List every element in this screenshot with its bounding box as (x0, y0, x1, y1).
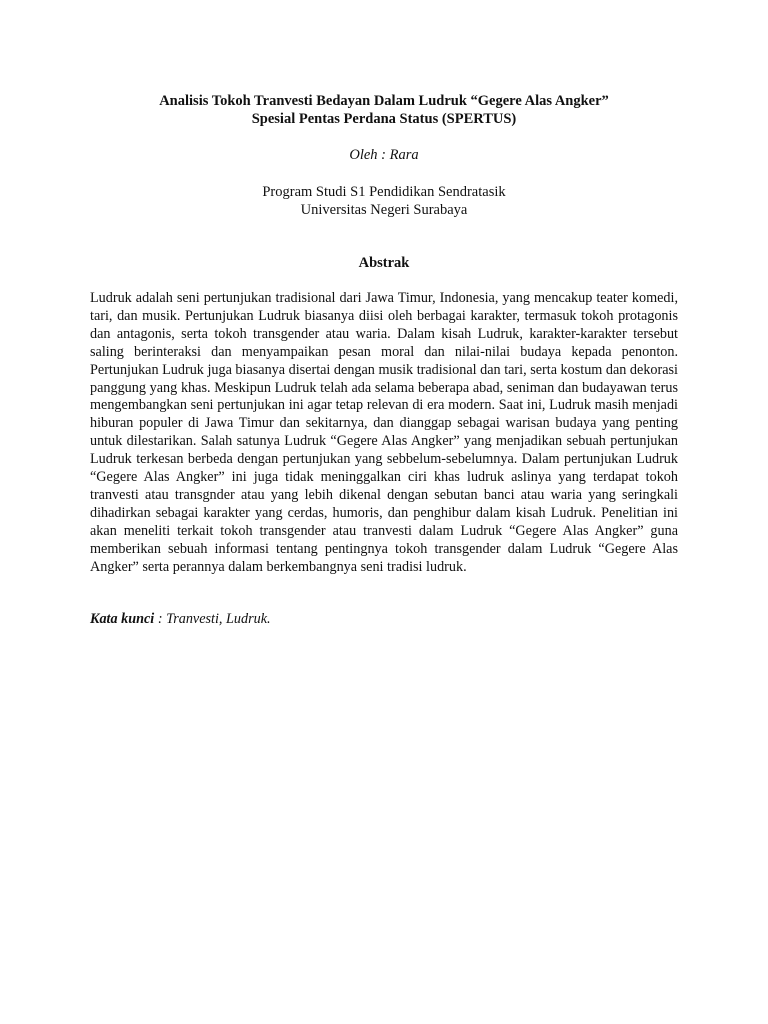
keywords-line (90, 610, 678, 628)
keywords-value: Tranvesti, Ludruk. (166, 611, 271, 627)
abstract-paragraph: Ludruk adalah seni pertunjukan tradisional dari Jawa Timur, Indonesia, yang mencakup teater komedi, tari, dan musik. Pertunjukan Ludruk biasanya diisi oleh berbagai karakter, termasuk tokoh protagonis dan antagonis, serta tokoh transgender atau waria. Dalam kisah Ludruk, karakter-karakter tersebut saling berinteraksi dan menyampaikan pesan moral dan nilai-nilai budaya kepada penonton. Pertunjukan Ludruk juga biasanya disertai dengan musik tradisional dan tari, serta kostum dan dekorasi panggung yang khas. Meskipun Ludruk telah ada selama beberapa abad, seniman dan budayawan terus mengembangkan seni pertunjukan ini agar tetap relevan di era modern. Saat ini, Ludruk masih menjadi hiburan populer di Jawa Timur dan sekitarnya, dan dianggap sebagai warisan budaya yang penting untuk dilestarikan. Salah satunya Ludruk “Gegere Alas Angker” yang menjadikan sebuah pertunjukan Ludruk terkesan berbeda dengan pertunjukan yang sebbelum-sebelumnya. Dalam pertunjukan Ludruk “Gegere Alas Angker” ini juga tidak meninggalkan ciri khas ludruk aslinya yang terdapat tokoh tranvesti atau transgnder atau yang lebih dikenal dengan sebutan banci atau waria yang seringkali dihadirkan sebagai karakter yang cerdas, humoris, dan penghibur dalam kisah Ludruk. Penelitian ini akan meneliti terkait tokoh transgender atau tranvesti dalam Ludruk “Gegere Alas Angker” guna memberikan sebuah informasi tentang pentingnya tokoh transgender dalam Ludruk “Gegere Alas Angker” serta perannya dalam berkembangnya seni tradisi ludruk. (90, 290, 678, 575)
paper-title (60, 92, 708, 128)
affiliation (60, 183, 708, 219)
study-program: Program Studi S1 Pendidikan Sendratasik (262, 184, 506, 200)
author-line: Oleh : Rara (349, 147, 419, 163)
title-line-1: Analisis Tokoh Tranvesti Bedayan Dalam Ludruk “Gegere Alas Angker” (159, 93, 609, 109)
university-name: Universitas Negeri Surabaya (300, 202, 468, 218)
keywords-label: Kata kunci (90, 611, 155, 627)
keywords-separator: : (154, 611, 167, 627)
title-line-2: Spesial Pentas Perdana Status (SPERTUS) (251, 111, 517, 127)
abstract-heading: Abstrak (358, 255, 410, 271)
